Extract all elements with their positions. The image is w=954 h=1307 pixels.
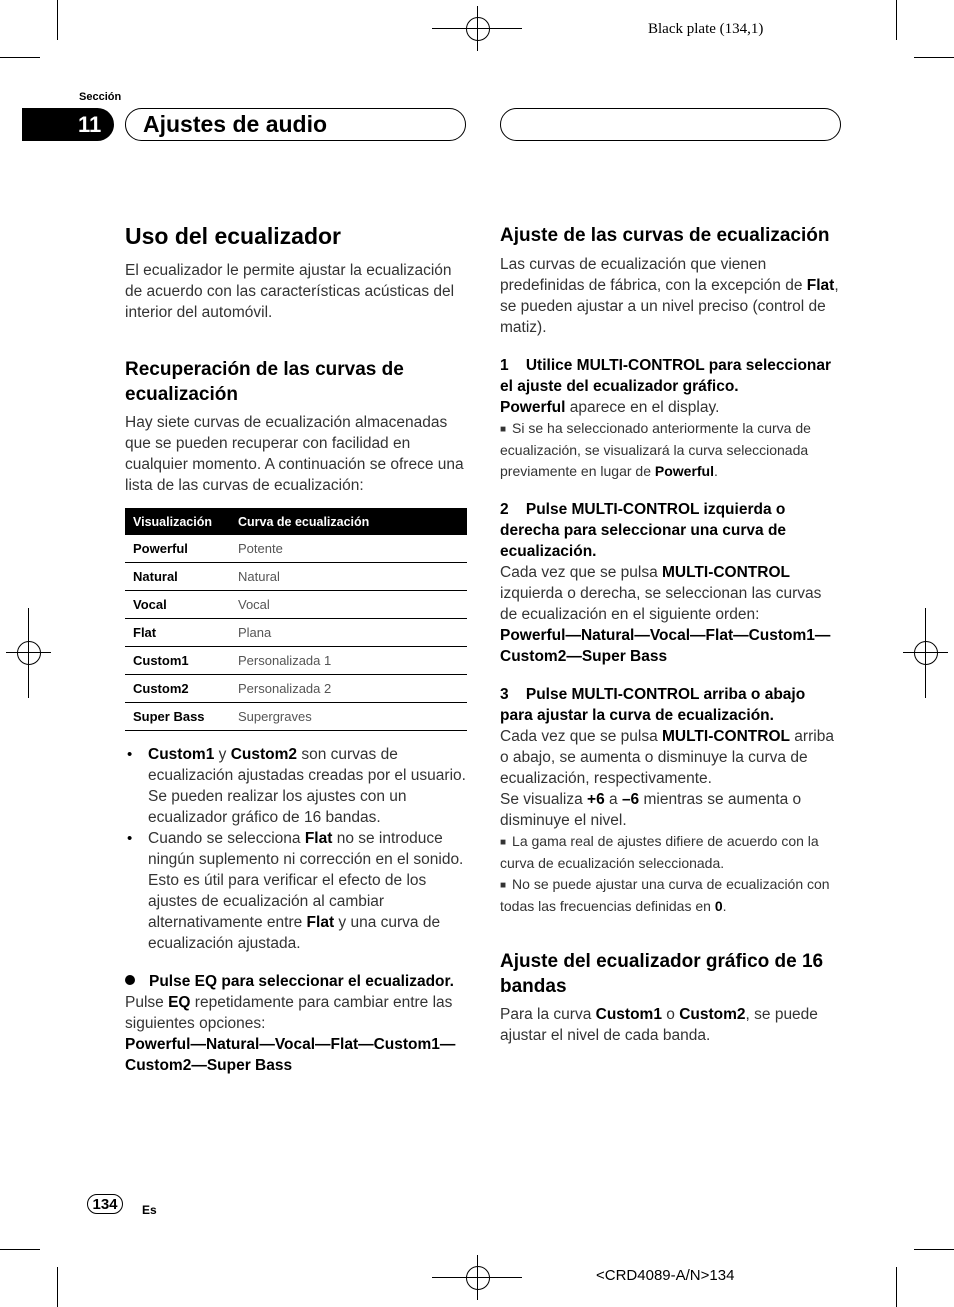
table-row: [125, 703, 467, 731]
adjust-paragraph: Las curvas de ecualización que vienen predefinidas de fábrica, con la excepción de Flat, se pueden ajustar a un nivel preciso (control de matiz).: [500, 256, 839, 336]
table-cell: Plana: [230, 619, 467, 647]
crop-mark: [914, 1249, 954, 1250]
table-row: [125, 591, 467, 619]
section-number: 11: [22, 108, 114, 141]
step-2: 2 Pulse MULTI-CONTROL izquierda o derecha para seleccionar una curva de ecualización.: [500, 501, 787, 560]
intro-paragraph: El ecualizador le permite ajustar la ecualización de acuerdo con las características acústicas del interior del automóvil.: [125, 262, 455, 321]
step-3-note-2: ■ No se puede ajustar una curva de ecualización con todas las frecuencias definidas en 0.: [500, 876, 830, 914]
step-2-sequence: Powerful—Natural—Vocal—Flat—Custom1—Custom2—Super Bass: [500, 627, 831, 665]
step-3-range: Se visualiza +6 a –6 mientras se aumenta o disminuye el nivel.: [500, 791, 802, 829]
notes-list: [125, 744, 467, 954]
page-number: 134: [87, 1194, 123, 1214]
plate-label: Black plate (134,1): [648, 21, 764, 37]
table-row: [125, 535, 467, 563]
table-row: [125, 619, 467, 647]
eq-curves-table: [125, 508, 467, 731]
step-3: 3 Pulse MULTI-CONTROL arriba o abajo para ajustar la curva de ecualización.: [500, 686, 806, 724]
empty-header-pill: [500, 108, 841, 141]
left-column: [125, 223, 467, 1076]
step-1-result: Powerful aparece en el display.: [500, 399, 720, 416]
table-cell: Custom1: [125, 647, 230, 675]
table-header: Visualización: [125, 508, 230, 535]
right-column: [500, 223, 842, 1046]
step-3-description: Cada vez que se pulsa MULTI-CONTROL arriba o abajo, se aumenta o disminuye la curva de ecualización, respectivamente.: [500, 728, 834, 787]
document-code: <CRD4089-A/N>134: [596, 1267, 735, 1284]
table-cell: Supergraves: [230, 703, 467, 731]
table-cell: Powerful: [125, 535, 230, 563]
table-cell: Flat: [125, 619, 230, 647]
section-title: Ajustes de audio: [143, 111, 328, 137]
eq-select-step: Pulse EQ para seleccionar el ecualizador.: [125, 971, 467, 992]
recall-paragraph: Hay siete curvas de ecualización almacenadas que se pueden recuperar con facilidad en cualquier momento. A continuación se ofrece una lista de las curvas de ecualización:: [125, 414, 464, 494]
adjust-heading: Ajuste de las curvas de ecualización: [500, 225, 830, 246]
table-cell: Natural: [230, 563, 467, 591]
table-row: [125, 675, 467, 703]
crop-mark: [896, 1267, 897, 1307]
crop-mark: [0, 57, 40, 58]
crop-mark: [896, 0, 897, 40]
note-square-icon: ■: [500, 424, 507, 435]
eq-sequence: Powerful—Natural—Vocal—Flat—Custom1—Custom2—Super Bass: [125, 1036, 456, 1074]
table-cell: Personalizada 1: [230, 647, 467, 675]
section-title-pill: [125, 108, 466, 141]
table-cell: Vocal: [230, 591, 467, 619]
list-item: • Custom1 y Custom2 son curvas de ecualización ajustadas creadas por el usuario. Se pueden realizar los ajustes con un ecualizador gráfico de 16 bandas.: [125, 744, 467, 828]
eq-select-description: Pulse EQ repetidamente para cambiar entre las siguientes opciones:: [125, 994, 453, 1032]
step-3-note-1: ■ La gama real de ajustes difiere de acuerdo con la curva de ecualización seleccionada.: [500, 833, 819, 871]
section-label: Sección: [79, 91, 122, 103]
note-square-icon: ■: [500, 880, 507, 891]
list-item: • Cuando se selecciona Flat no se introduce ningún suplemento ni corrección en el sonido. Esto es útil para verificar el efecto de los ajustes de ecualización al cambiar alternativamente entre Flat y una curva de ecualización ajustada.: [125, 828, 467, 954]
crop-mark: [914, 57, 954, 58]
crop-mark: [57, 1267, 58, 1307]
crop-mark: [0, 1249, 40, 1250]
table-cell: Personalizada 2: [230, 675, 467, 703]
crop-mark: [57, 0, 58, 40]
language-code: Es: [142, 1203, 157, 1217]
note-square-icon: ■: [500, 837, 507, 848]
recall-heading: Recuperación de las curvas de ecualización: [125, 359, 404, 405]
table-row: [125, 647, 467, 675]
graphic-eq-heading: Ajuste del ecualizador gráfico de 16 bandas: [500, 951, 824, 997]
bullet-dot-icon: [125, 975, 135, 985]
page-title: Uso del ecualizador: [125, 223, 342, 249]
step-1-note: ■ Si se ha seleccionado anteriormente la curva de ecualización, se visualizará la curva seleccionada previamente en lugar de Powerful.: [500, 420, 811, 479]
table-cell: Natural: [125, 563, 230, 591]
table-header: Curva de ecualización: [230, 508, 467, 535]
step-2-description: Cada vez que se pulsa MULTI-CONTROL izquierda o derecha, se seleccionan las curvas de ecualización en el siguiente orden:: [500, 564, 822, 623]
step-1: 1 Utilice MULTI-CONTROL para seleccionar el ajuste del ecualizador gráfico.: [500, 357, 832, 395]
table-row: [125, 563, 467, 591]
table-cell: Potente: [230, 535, 467, 563]
table-cell: Custom2: [125, 675, 230, 703]
table-cell: Vocal: [125, 591, 230, 619]
graphic-eq-paragraph: Para la curva Custom1 o Custom2, se puede ajustar el nivel de cada banda.: [500, 1006, 818, 1044]
table-cell: Super Bass: [125, 703, 230, 731]
